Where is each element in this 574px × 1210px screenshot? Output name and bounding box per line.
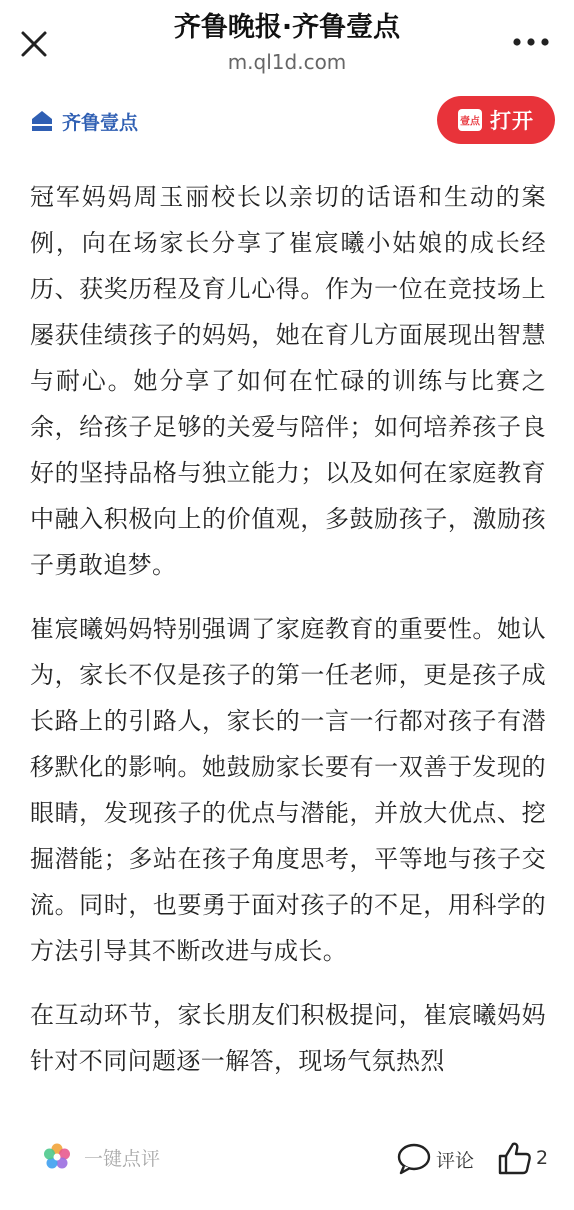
close-button[interactable]	[14, 24, 54, 64]
quick-review-button[interactable]	[42, 1142, 160, 1172]
house-icon	[30, 109, 54, 133]
comment-label: 评论	[436, 1149, 475, 1172]
page-title: 齐鲁晚报·齐鲁壹点	[173, 12, 401, 43]
more-options-button[interactable]	[510, 30, 552, 54]
flower-icon	[42, 1142, 72, 1172]
app-logo-text: 壹点	[460, 116, 480, 128]
more-dots-icon	[510, 30, 552, 54]
article-paragraph: 崔宸曦妈妈特别强调了家庭教育的重要性。她认为，家长不仅是孩子的第一任老师，更是孩子成长路上的引路人，家长的一言一行都对孩子有潜移默化的影响。她鼓励家长要有一双善于发现的眼睛，发现孩子的优点与潜能，并放大优点、挖掘潜能；多站在孩子角度思考，平等地与孩子交流。同时，也要勇于面对孩子的不足，用科学的方法引导其不断改进与成长。	[30, 615, 546, 965]
bottom-action-bar	[0, 1126, 574, 1196]
top-navigation-bar	[0, 0, 574, 88]
article-paragraph: 冠军妈妈周玉丽校长以亲切的话语和生动的案例，向在场家长分享了崔宸曦小姑娘的成长经历、获奖历程及育儿心得。作为一位在竞技场上屡获佳绩孩子的妈妈，她在育儿方面展现出智慧与耐心。她分享了如何在忙碌的训练与比赛之余，给孩子足够的关爱与陪伴；如何培养孩子良好的坚持品格与独立能力；以及如何在家庭教育中融入积极向上的价值观，多鼓励孩子，激励孩子勇敢追梦。	[30, 183, 546, 579]
close-icon	[14, 24, 54, 64]
quick-review-label: 一键点评	[84, 1147, 161, 1170]
open-app-button[interactable]	[437, 96, 555, 144]
brand-name: 齐鲁壹点	[62, 111, 139, 134]
brand-header[interactable]	[30, 106, 138, 136]
comment-icon	[396, 1142, 432, 1176]
article-paragraph: 在互动环节，家长朋友们积极提问，崔宸曦妈妈针对不同问题逐一解答，现场气氛热烈	[30, 1001, 546, 1075]
like-count: 2	[536, 1147, 549, 1169]
page-domain: m.ql1d.com	[227, 50, 347, 74]
comment-button[interactable]	[396, 1142, 474, 1176]
open-app-label: 打开	[490, 109, 534, 133]
app-logo-icon	[458, 109, 482, 131]
like-button[interactable]	[496, 1140, 548, 1176]
article-body	[30, 174, 546, 1122]
thumbs-up-icon	[496, 1140, 532, 1176]
title-block	[100, 10, 474, 76]
